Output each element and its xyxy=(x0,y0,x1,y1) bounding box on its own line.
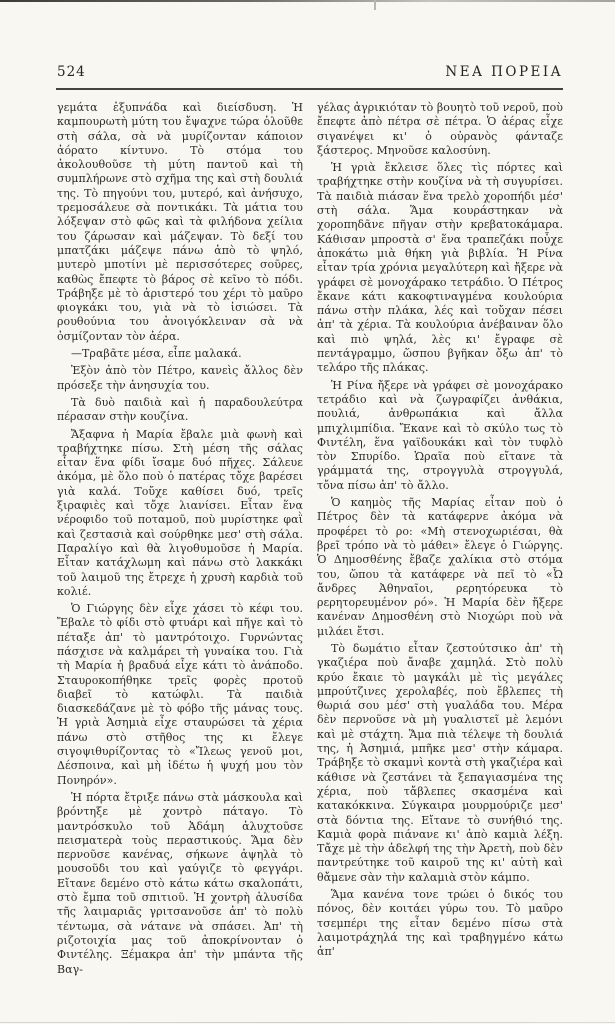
paragraph: Ἅμα κανένα τονε τρώει ὁ δικός του πόνος, δὲν κοιτάει γύρω του. Τὸ μαῦρο τσεμπέρι της εἶταν δεμένο πίσω στὰ λαιμοτράχηλά της καὶ τραβηγμένο κάτω ἀπ' xyxy=(317,888,563,959)
paragraph-dialogue: —Τραβᾶτε μέσα, εἶπε μαλακά. xyxy=(71,347,242,361)
paragraph: Ὁ καημὸς τῆς Μαρίας εἶταν ποὺ ὁ Πέτρος δὲν τὰ κατάφερνε ἀκόμα νὰ προφέρει τὸ ρο: «Μὴ στενοχωριέσαι, θὰ βρεῖ τρόπο νὰ τὸ μάθει» ἔλεγε ὁ Γιώργης. Ὁ Δημοσθένης ἔβαζε χαλίκια στὸ στόμα του, ὥπου τὰ κατάφερε νὰ πεῖ τὸ «Ὦ ἄνδρες Ἀθηναῖοι, ρερητόρευκα τὸ ρερητορευμένον ρό». Ἡ Μαρία δὲν ἤξερε κανέναν Δημοσθένη στὸ Νιοχώρι ποὺ νὰ μιλάει ἔτσι. xyxy=(317,496,563,638)
scan-edge-bottom xyxy=(0,1022,615,1023)
paragraph: γέλας ἀγρικιόταν τὸ βουητὸ τοῦ νεροῦ, ποὺ ἔπεφτε ἀπὸ πέτρα σὲ πέτρα. Ὁ ἀέρας εἶχε σιγανέψει κι' ὁ οὐρανὸς φάνταζε ξάστερος. Μηνοῦσε καλοσύνη. xyxy=(317,101,563,157)
left-column xyxy=(57,101,303,977)
journal-title: ΝΕΑ ΠΟΡΕΙΑ xyxy=(445,64,563,80)
paragraph: Ἐξὸν ἀπὸ τὸν Πέτρο, κανεὶς ἄλλος δὲν πρόσεξε τὴν ἀνησυχία του. xyxy=(57,364,303,392)
paragraph: Ἡ Ρίνα ἤξερε νὰ γράφει σὲ μονοχάρακο τετράδιο καὶ νὰ ζωγραφίζει ἀνθάκια, πουλιά, ἀνθρωπάκια καὶ ἄλλα μπιχλιμπίδια. Ἔκανε καὶ τὸ σκύλο τως τὸ Φιντέλη, ἕνα γαϊδουκάκι καὶ τὸν τυφλὸ τὸν Σπυρίδο. Ὡραῖα ποὺ εἴτανε τὰ γράμματά της, στρογγυλὰ στρογγυλά, τὄνα πίσω ἀπ' τὸ ἄλλο. xyxy=(317,378,563,492)
scan-tick-mark xyxy=(374,0,376,10)
page-number: 524 xyxy=(57,64,86,80)
paragraph: Τὰ δυὸ παιδιὰ καὶ ἡ παραδουλεύτρα πέρασαν στὴν κουζίνα. xyxy=(57,395,303,424)
paragraph: γεμάτα ἐξυπνάδα καὶ διείσδυση. Ἡ καμπουρωτὴ μύτη του ἔψαχνε τώρα ὁλοῦθε στὴ σάλα, σὰ νὰ μυρίζονταν κάποιον ἀόρατο κίντυνο. Τὸ στόμα του ἀκολουθοῦσε τὴ μύτη παντοῦ καὶ τὴ συμπλήρωνε στὸ σχῆμα της καὶ στὴ δουλιά της. Τὸ πηγούνι του, μυτερό, καὶ ἀνήσυχο, τρεμοσάλευε σὰ ποντικάκι. Τὰ μάτια του λόξεψαν στὸ φῶς καὶ τὰ φιλήδονα χείλια του ζάρωσαν καὶ μάζεψαν. Τὸ δεξί του μπατζάκι μάζεψε πάνω ἀπὸ τὸ ψηλό, μυτερὸ μποτίνι μὲ περισσότερες σοῦρες, καθὼς ἔπεφτε τὸ βάρος σὲ κεῖνο τὸ πόδι. Τράβηξε μὲ τὸ ἀριστερό του χέρι τὸ μαῦρο φιογκάκι του, γιὰ νὰ τὸ ἰσιώσει. Τὰ ρουθούνια του ἀνοιγόκλειναν σὰ νὰ ὀσμίζονταν τὸν ἀέρα. xyxy=(57,101,303,343)
text-columns xyxy=(57,101,563,977)
header-rule xyxy=(56,88,563,90)
paragraph: Ὁ Γιώργης δὲν εἶχε χάσει τὸ κέφι του. Ἔβαλε τὸ φίδι στὸ φτυάρι καὶ πῆγε καὶ τὸ πέταξε ἀπ' τὸ μαντρότοιχο. Γυρνώντας πάσχισε νὰ καλμάρει τὴ γυναίκα του. Γιὰ τὴ Μαρία ἡ βραδυά εἶχε κάτι τὸ ἀνάποδο. Σταυροκοπήθηκε τρεῖς φορὲς προτοῦ διαβεῖ τὸ κατώφλι. Τὰ παιδιὰ διασκεδάζανε μὲ τὸ φόβο τῆς μάνας τους. Ἡ γριὰ Ἀσημιὰ εἶχε σταυρώσει τὰ χέρια πάνω στὸ στῆθος της κι ἔλεγε σιγοψιθυρίζοντας τὸ «Ἴλεως γενοῦ μοι, Δέσποινα, καὶ μὴ ἰδέτω ἡ ψυχή μου τὸν Πονηρόν». xyxy=(57,602,303,787)
right-column xyxy=(317,101,563,977)
paragraph: Τὸ δωμάτιο εἶταν ζεστούτσικο ἀπ' τὴ γκαζιέρα ποὺ ἄναβε χαμηλά. Στὸ πολὺ κρύο ἔκαιε τὸ μαγκάλι μὲ τὶς μεγάλες μπρούτζινες χερολαβές, ποὺ ἔβλεπες τὴ θωριά σου μέσ' στὴ γυαλάδα του. Μέρα δὲν περνοῦσε νὰ μὴ γυαλιστεῖ μὲ λεμόνι καὶ μὲ στάχτη. Ἅμα πιὰ τέλεψε τὴ δουλιά της, ἡ Ἀσημιά, μπῆκε μεσ' στὴν κάμαρα. Τράβηξε τὸ σκαμνὶ κοντὰ στὴ γκαζιέρα καὶ κάθισε νὰ ζεστάνει τὰ ξεπαγιασμένα της χέρια, ποὺ τἄβλεπες σκασμένα καὶ κατακόκκινα. Σύγκαιρα μουρμούριζε μεσ' στὰ δόντια της. Εἴτανε τὸ συνήθιό της. Καμιὰ φορὰ πιάνανε κι' ἀπὸ καμιὰ λέξη. Τἄχε μὲ τὴν ἀδελφή της τὴν Ἀρετὴ, ποὺ δὲν παντρεύτηκε τοῦ καιροῦ της κι' αὐτὴ καὶ θἄμενε σὰν τὴν καλαμιὰ στὸν κάμπο. xyxy=(317,641,563,884)
paragraph: Ἡ πόρτα ἔτριξε πάνω στὰ μάσκουλα καὶ βρόντηξε μὲ χοντρὸ πάταγο. Τὸ μαντρόσκυλο τοῦ Ἀδάμη ἀλυχτοῦσε πεισματερὰ τοὺς περαστικούς. Ἅμα δὲν περνοῦσε κανένας, σήκωνε ἀψηλὰ τὸ μουσοῦδι του καὶ γαύγιζε τὸ φεγγάρι. Εἴτανε δεμένο στὸ κάτω κάτω σκαλοπάτι, στὸ ἔμπα τοῦ σπιτιοῦ. Ἡ χοντρὴ ἁλυσίδα τῆς λαιμαριᾶς γριτσανοῦσε ἀπ' τὸ πολὺ τέντωμα, σὰ νάτανε νὰ σπάσει. Ἀπ' τὴ ριζοτοιχία μας τοῦ ἀποκρίνονταν ὁ Φιντέλης. Ξέμακρα ἀπ' τὴν μπάντα τῆς Βαγ- xyxy=(57,790,303,976)
page-header xyxy=(57,64,563,80)
paragraph: Ἄξαφνα ἡ Μαρία ἔβαλε μιὰ φωνὴ καὶ τραβήχτηκε πίσω. Στὴ μέση τῆς σάλας εἶταν ἕνα φίδι ἴσαμε δυό πῆχες. Σάλευε ἀκόμα, μὲ ὅλο ποὺ ὁ πατέρας τὄχε βαρέσει γιὰ καλά. Τοὔχε καθίσει δυό, τρεῖς ξιραφιὲς καὶ τὄχε λιανίσει. Εἶταν ἕνα νέροφιδο τοῦ ποταμοῦ, ποὺ μυρίστηκε φαῒ καὶ ζεστασιὰ καὶ σούρθηκε μεσ' στὴ σάλα. Παραλίγο καὶ θὰ λιγοθυμοῦσε ἡ Μαρία. Εἶταν κατάχλωμη καὶ πάνω στὸ λακκάκι τοῦ λαιμοῦ της ἔτρεχε ἡ χρυσὴ καρδιὰ τοῦ κολιέ. xyxy=(57,427,303,598)
scan-edge-top xyxy=(0,0,615,2)
paragraph: Ἡ γριὰ ἔκλεισε ὅλες τὶς πόρτες καὶ τραβήχτηκε στὴν κουζίνα νὰ τὴ συγυρίσει. Τὰ παιδιὰ πιάσαν ἕνα τρελὸ χοροπήδι μέσ' στὴ σάλα. Ἅμα κουράστηκαν νὰ χοροπηδᾶνε πῆγαν στὴν κρεβατοκάμαρα. Κάθισαν μπροστὰ σ' ἕνα τραπεζάκι ποὖχε ἀποκάτω μιὰ θήκη γιὰ βιβλία. Ἡ Ρίνα εἶταν τρία χρόνια μεγαλύτερη καὶ ἤξερε νὰ γράφει σὲ μονοχάρακο τετράδιο. Ὁ Πέτρος ἔκανε κάτι κακοφτιναγμένα κουλούρια πάνω στὴν πλάκα, λές καὶ τοὔχαν πέσει ἀπ' τὰ χέρια. Τὰ κουλούρια ἀνέβαιναν ὅλο καὶ πιὸ ψηλά, λὲς κι' ἔγραφε σὲ πεντάγραμμο, ὥσπου βγῆκαν ὄξω ἀπ' τὸ τελάρο τῆς πλάκας. xyxy=(317,161,563,375)
